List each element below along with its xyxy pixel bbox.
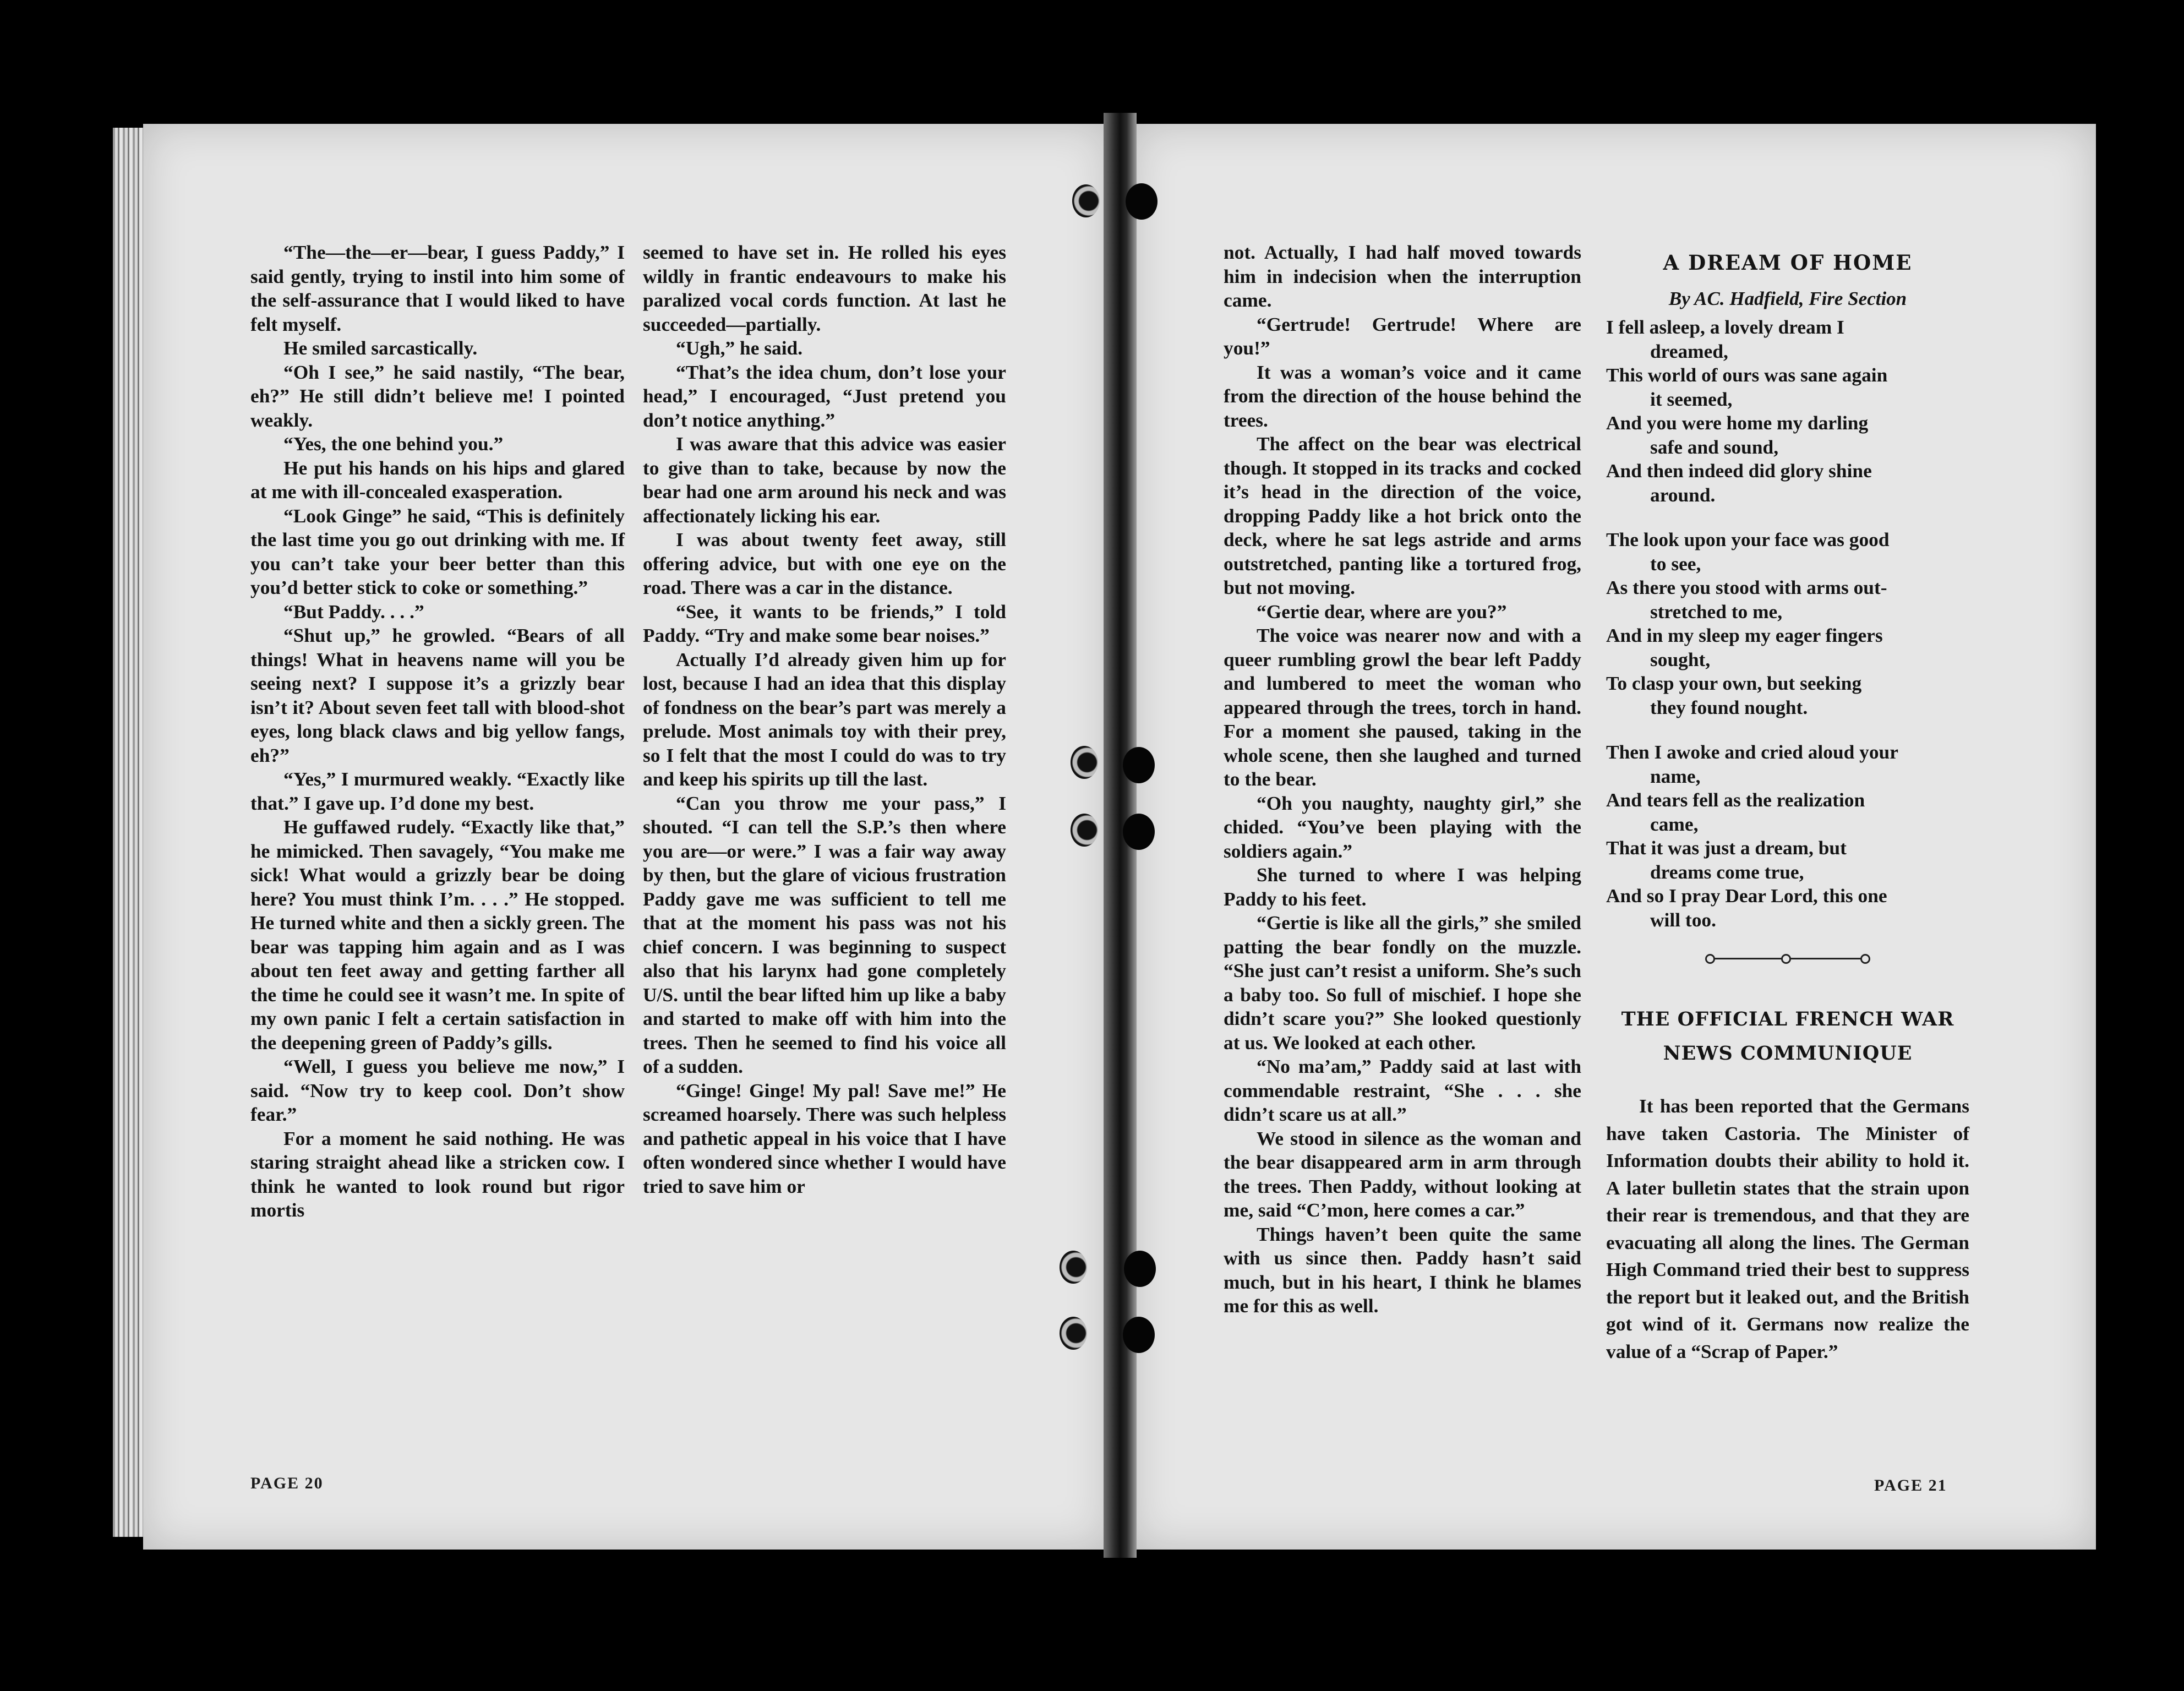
poem-stanza [1606, 528, 1969, 719]
binder-hole [1071, 814, 1098, 847]
poem-line: That it was just a dream, but dreams come true, [1606, 837, 1847, 883]
paragraph: The affect on the bear was electrical though. It stopped in its tracks and cocked it’s head in the direction of the voice, dropping Paddy like a hot brick onto the deck, where he sat legs astride and arms outstretched, panting like a tortured frog, but not moving. [1224, 433, 1581, 598]
paragraph: The voice was nearer now and with a queer rumbling growl the bear left Paddy and lumbered to meet the woman who appeared through the trees, torch in hand. For a moment she paused, taking in the whole scene, then she laughed and turned to the bear. [1224, 624, 1581, 790]
paragraph: Actually I’d already given him up for lost, because I had an idea that this display of fondness on the bear’s part was merely a prelude. Most animals toy with their prey, so I felt that the most I could do was to try and keep his spirits up till the last. [643, 648, 1006, 790]
story-column-3 [1224, 241, 1581, 1318]
binder-hole [1060, 1317, 1087, 1350]
paragraph: “The—the—er—bear, I guess Paddy,” I said gently, trying to instil into him some of the self-assurance that I would liked to have felt myself. [250, 241, 625, 335]
poem-line: And so I pray Dear Lord, this one will too. [1606, 885, 1887, 931]
paragraph: I was about twenty feet away, still offering advice, but with one eye on the road. There was a car in the distance. [643, 528, 1006, 598]
poem-line: And tears fell as the realization came, [1606, 789, 1865, 835]
paragraph: “Ginge! Ginge! My pal! Save me!” He screamed hoarsely. There was such helpless and pathetic appeal in his voice that I have often wondered since whether I would have tried to save him or [643, 1079, 1006, 1197]
paragraph: “But Paddy. . . .” [283, 600, 424, 623]
paragraph: “Ugh,” he said. [676, 337, 803, 359]
paragraph: I was aware that this advice was easier to give than to take, because by now the bear had one arm around his neck and was affectionately licking his ear. [643, 433, 1006, 527]
binder-hole [1123, 1317, 1155, 1353]
paragraph: “Oh I see,” he said nastily, “The bear, eh?” He still didn’t believe me! I pointed weakly. [250, 361, 625, 431]
paragraph: She turned to where I was helping Paddy to his feet. [1224, 864, 1581, 910]
poem-stanza [1606, 315, 1969, 507]
paragraph: “Gertie is like all the girls,” she smiled patting the bear fondly on the muzzle. “She just can’t resist a uniform. She’s such a baby too. So full of mischief. I hope she didn’t scare you?” She looked questionly at us. We looked at each other. [1224, 912, 1581, 1054]
paragraph: “Gertrude! Gertrude! Where are you!” [1224, 313, 1581, 359]
paragraph: not. Actually, I had half moved towards him in indecision when the interruption came. [1224, 241, 1581, 311]
paragraph: “Shut up,” he growled. “Bears of all things! What in heavens name will you be seeing next? I suppose it’s a grizzly bear isn’t it? About seven feet tall with blood-shot eyes, long black claws and big yellow fangs, eh?” [250, 624, 625, 766]
poem-title: A DREAM OF HOME [1663, 250, 1913, 275]
news-title: THE OFFICIAL FRENCH WAR NEWS COMMUNIQUE [1621, 1008, 1954, 1065]
paragraph: He smiled sarcastically. [283, 337, 478, 359]
paragraph: seemed to have set in. He rolled his eyes wildly in frantic endeavours to make his paralized vocal cords function. At last he succeeded—partially. [643, 241, 1006, 335]
paragraph: “Well, I guess you believe me now,” I said. “Now try to keep cool. Don’t show fear.” [250, 1055, 625, 1125]
page-number-left: PAGE 20 [250, 1474, 324, 1492]
poem-line: This world of ours was sane again it seemed, [1606, 364, 1888, 410]
paragraph: “See, it wants to be friends,” I told Paddy. “Try and make some bear noises.” [643, 600, 1006, 646]
binder-hole [1126, 183, 1157, 220]
paragraph: He guffawed rudely. “Exactly like that,” he mimicked. Then savagely, “You make me sick! What would a grizzly bear be doing here? You must think I’m. . . .” He stopped. He turned white and then a sickly green. The bear was tapping him again and as I was about ten feet away and getting farther all the time he could see it wasn’t me. In spite of my own panic I felt a certain satisfaction in the deepening green of Paddy’s gills. [250, 816, 625, 1054]
story-column-2 [643, 241, 1006, 1198]
story-column-1 [250, 241, 625, 1223]
binder-hole [1124, 1251, 1156, 1287]
section-divider [1705, 953, 1870, 964]
poem-line: To clasp your own, but seeking they found nought. [1606, 672, 1862, 718]
paragraph: “Yes, the one behind you.” [283, 433, 504, 455]
binder-hole [1072, 184, 1100, 217]
paragraph: “Yes,” I murmured weakly. “Exactly like that.” I gave up. I’d done my best. [250, 768, 625, 814]
paragraph: “Look Ginge” he said, “This is definitely the last time you go out drinking with me. If you can’t take your beer better than this you’d better stick to coke or something.” [250, 504, 625, 598]
paragraph: “Can you throw me your pass,” I shouted. “I can tell the S.P.’s then where you are—or were.” I was a fair way away by then, but the glare of vicious frustration Paddy gave me was sufficient to tell me that at the moment his pass was not his chief concern. I was beginning to suspect also that his larynx had gone completely U/S. until the bear lifted him up like a baby and started to make off with him into the trees. Then he seemed to find his voice all of a sudden. [643, 792, 1006, 1077]
binder-hole [1071, 746, 1098, 779]
poem-byline: By AC. Hadfield, Fire Section [1668, 288, 1907, 309]
paragraph: Things haven’t been quite the same with us since then. Paddy hasn’t said much, but in his heart, I think he blames me for this as well. [1224, 1223, 1581, 1317]
poem-line: Then I awoke and cried aloud your name, [1606, 741, 1898, 787]
poem-line: I fell asleep, a lovely dream I dreamed, [1606, 316, 1844, 362]
poem-line: And in my sleep my eager fingers sought, [1606, 624, 1883, 670]
poem-line: And you were home my darling safe and sound, [1606, 412, 1869, 458]
paragraph: It was a woman’s voice and it came from the direction of the house behind the trees. [1224, 361, 1581, 431]
paragraph: “That’s the idea chum, don’t lose your head,” I encouraged, “Just pretend you don’t notice anything.” [643, 361, 1006, 431]
poem-line: As there you stood with arms out- stretched to me, [1606, 576, 1887, 623]
binder-hole [1123, 747, 1155, 783]
poem-line: The look upon your face was good to see, [1606, 528, 1890, 575]
paragraph: For a moment he said nothing. He was staring straight ahead like a stricken cow. I think he wanted to look round but rigor mortis [250, 1127, 625, 1221]
paragraph: He put his hands on his hips and glared at me with ill-concealed exasperation. [250, 456, 625, 503]
binder-hole [1123, 814, 1155, 850]
paragraph: “No ma’am,” Paddy said at last with commendable restraint, “She . . . she didn’t scare us at all.” [1224, 1055, 1581, 1125]
paragraph: “Oh you naughty, naughty girl,” she chided. “You’ve been playing with the soldiers again.” [1224, 792, 1581, 862]
news-body: It has been reported that the Germans have taken Castoria. The Minister of Information doubts their ability to hold it. A later bulletin states that the strain upon their rear is tremendous, and that they are evacuating all along the lines. The German High Command tried their best to suppress the report but it leaked out, and the British got wind of it. Germans now realize the value of a “Scrap of Paper.” [1606, 1095, 1969, 1362]
page-number-right: PAGE 21 [1874, 1476, 1947, 1494]
sidebar-column [1606, 250, 1969, 1365]
poem-stanza [1606, 740, 1969, 932]
paragraph: “Gertie dear, where are you?” [1257, 600, 1507, 623]
paragraph: We stood in silence as the woman and the bear disappeared arm in arm through the trees. Then Paddy, without looking at me, said “C’mon, here comes a car.” [1224, 1127, 1581, 1221]
poem-line: And then indeed did glory shine around. [1606, 460, 1872, 506]
binder-hole [1060, 1251, 1087, 1284]
